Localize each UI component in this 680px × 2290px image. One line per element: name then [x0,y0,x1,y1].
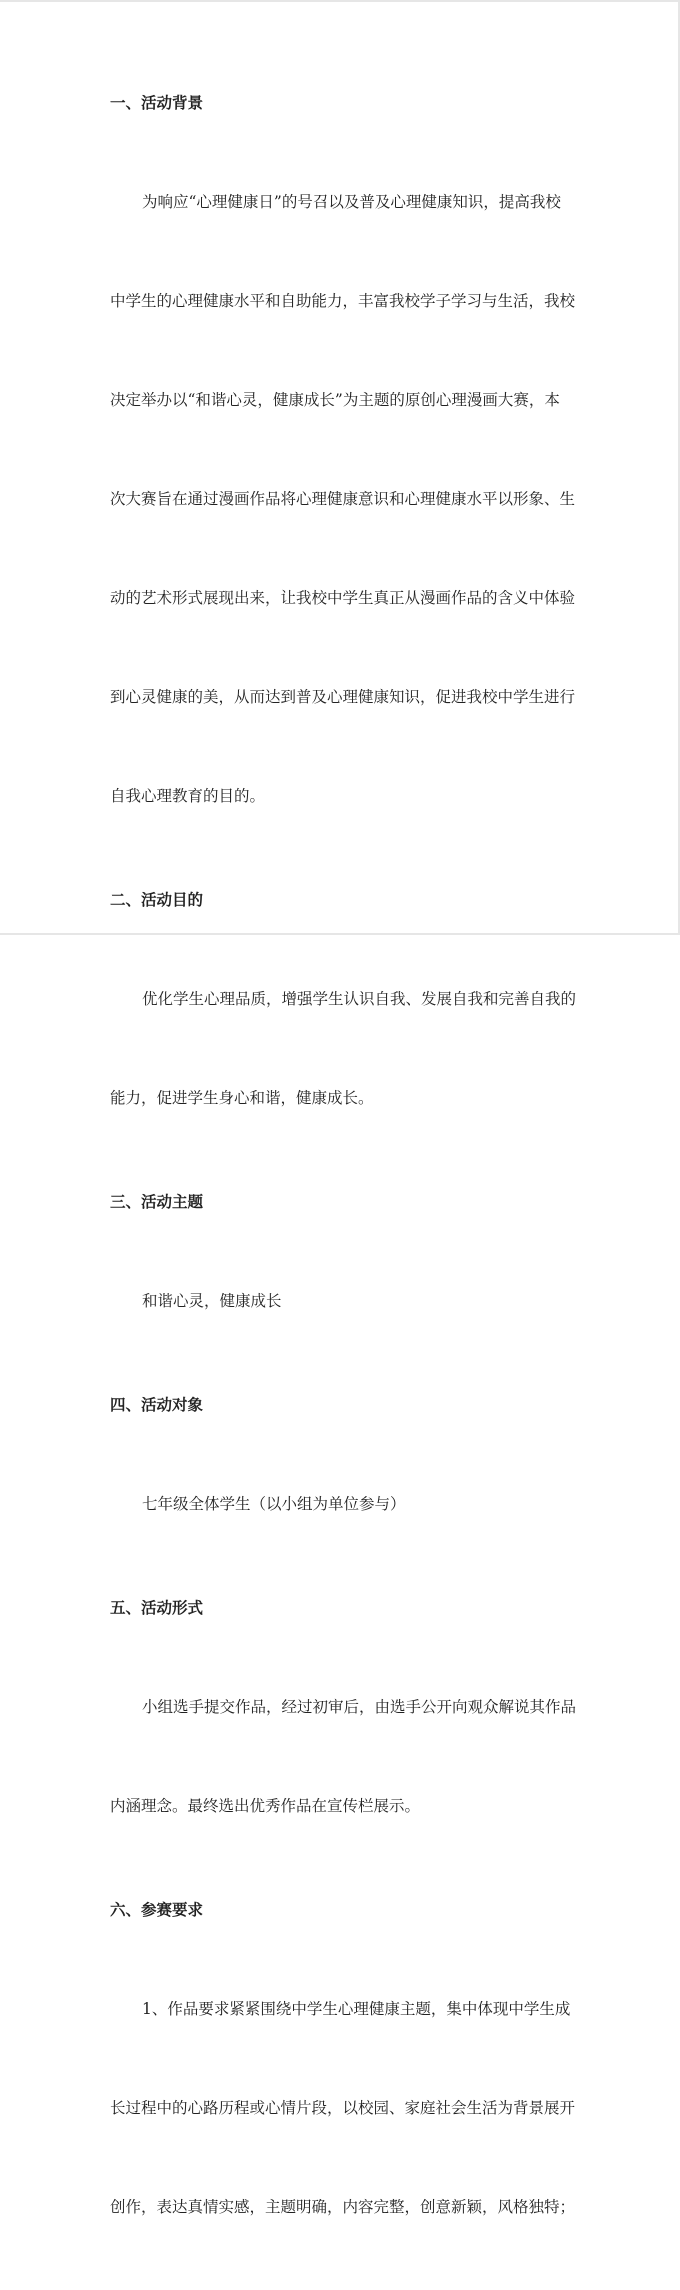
paragraph-line: 长过程中的心路历程或心情片段，以校园、家庭社会生活为背景展开 [110,2099,576,2117]
section-paragraph [110,917,580,1181]
section-paragraph [110,1625,580,1889]
section-heading: 六、参赛要求 [110,1901,204,1919]
section-heading: 一、活动背景 [110,94,204,112]
section-paragraph [110,1422,580,1587]
paragraph-line: 内涵理念。最终选出优秀作品在宣传栏展示。 [110,1797,421,1815]
paragraph-line: 动的艺术形式展现出来，让我校中学生真正从漫画作品的含义中体验 [110,589,576,607]
section-background [110,86,580,879]
paragraph-line: 和谐心灵，健康成长 [142,1292,282,1310]
section-heading: 三、活动主题 [110,1193,204,1211]
section-format [110,1591,580,1889]
document-page [110,86,580,2290]
paragraph-line: 为响应“心理健康日”的号召以及普及心理健康知识，提高我校 [142,193,561,211]
section-heading: 二、活动目的 [110,891,204,909]
paragraph-line: 到心灵健康的美，从而达到普及心理健康知识，促进我校中学生进行 [110,688,576,706]
section-paragraph [110,1927,580,2290]
section-paragraph [110,120,580,879]
paragraph-line: 能力，促进学生身心和谐，健康成长。 [110,1089,374,1107]
scan-border-top [0,0,680,2]
paragraph-line: 七年级全体学生（以小组为单位参与） [142,1495,406,1513]
section-purpose [110,883,580,1181]
section-paragraph [110,1219,580,1384]
paragraph-line: 次大赛旨在通过漫画作品将心理健康意识和心理健康水平以形象、生 [110,490,576,508]
paragraph-line: 小组选手提交作品，经过初审后，由选手公开向观众解说其作品 [142,1698,577,1716]
section-requirements [110,1893,580,2290]
paragraph-line: 自我心理教育的目的。 [110,787,266,805]
paragraph-line: 决定举办以“和谐心灵，健康成长”为主题的原创心理漫画大赛，本 [110,391,560,409]
paragraph-line: 优化学生心理品质，增强学生认识自我、发展自我和完善自我的 [142,990,577,1008]
section-heading: 四、活动对象 [110,1396,204,1414]
section-participants [110,1388,580,1587]
paragraph-line: 1、作品要求紧紧围绕中学生心理健康主题，集中体现中学生成 [142,2000,571,2018]
section-theme [110,1185,580,1384]
paragraph-line: 创作，表达真情实感，主题明确，内容完整，创意新颖，风格独特； [110,2198,576,2216]
paragraph-line: 中学生的心理健康水平和自助能力，丰富我校学子学习与生活，我校 [110,292,576,310]
section-heading: 五、活动形式 [110,1599,204,1617]
